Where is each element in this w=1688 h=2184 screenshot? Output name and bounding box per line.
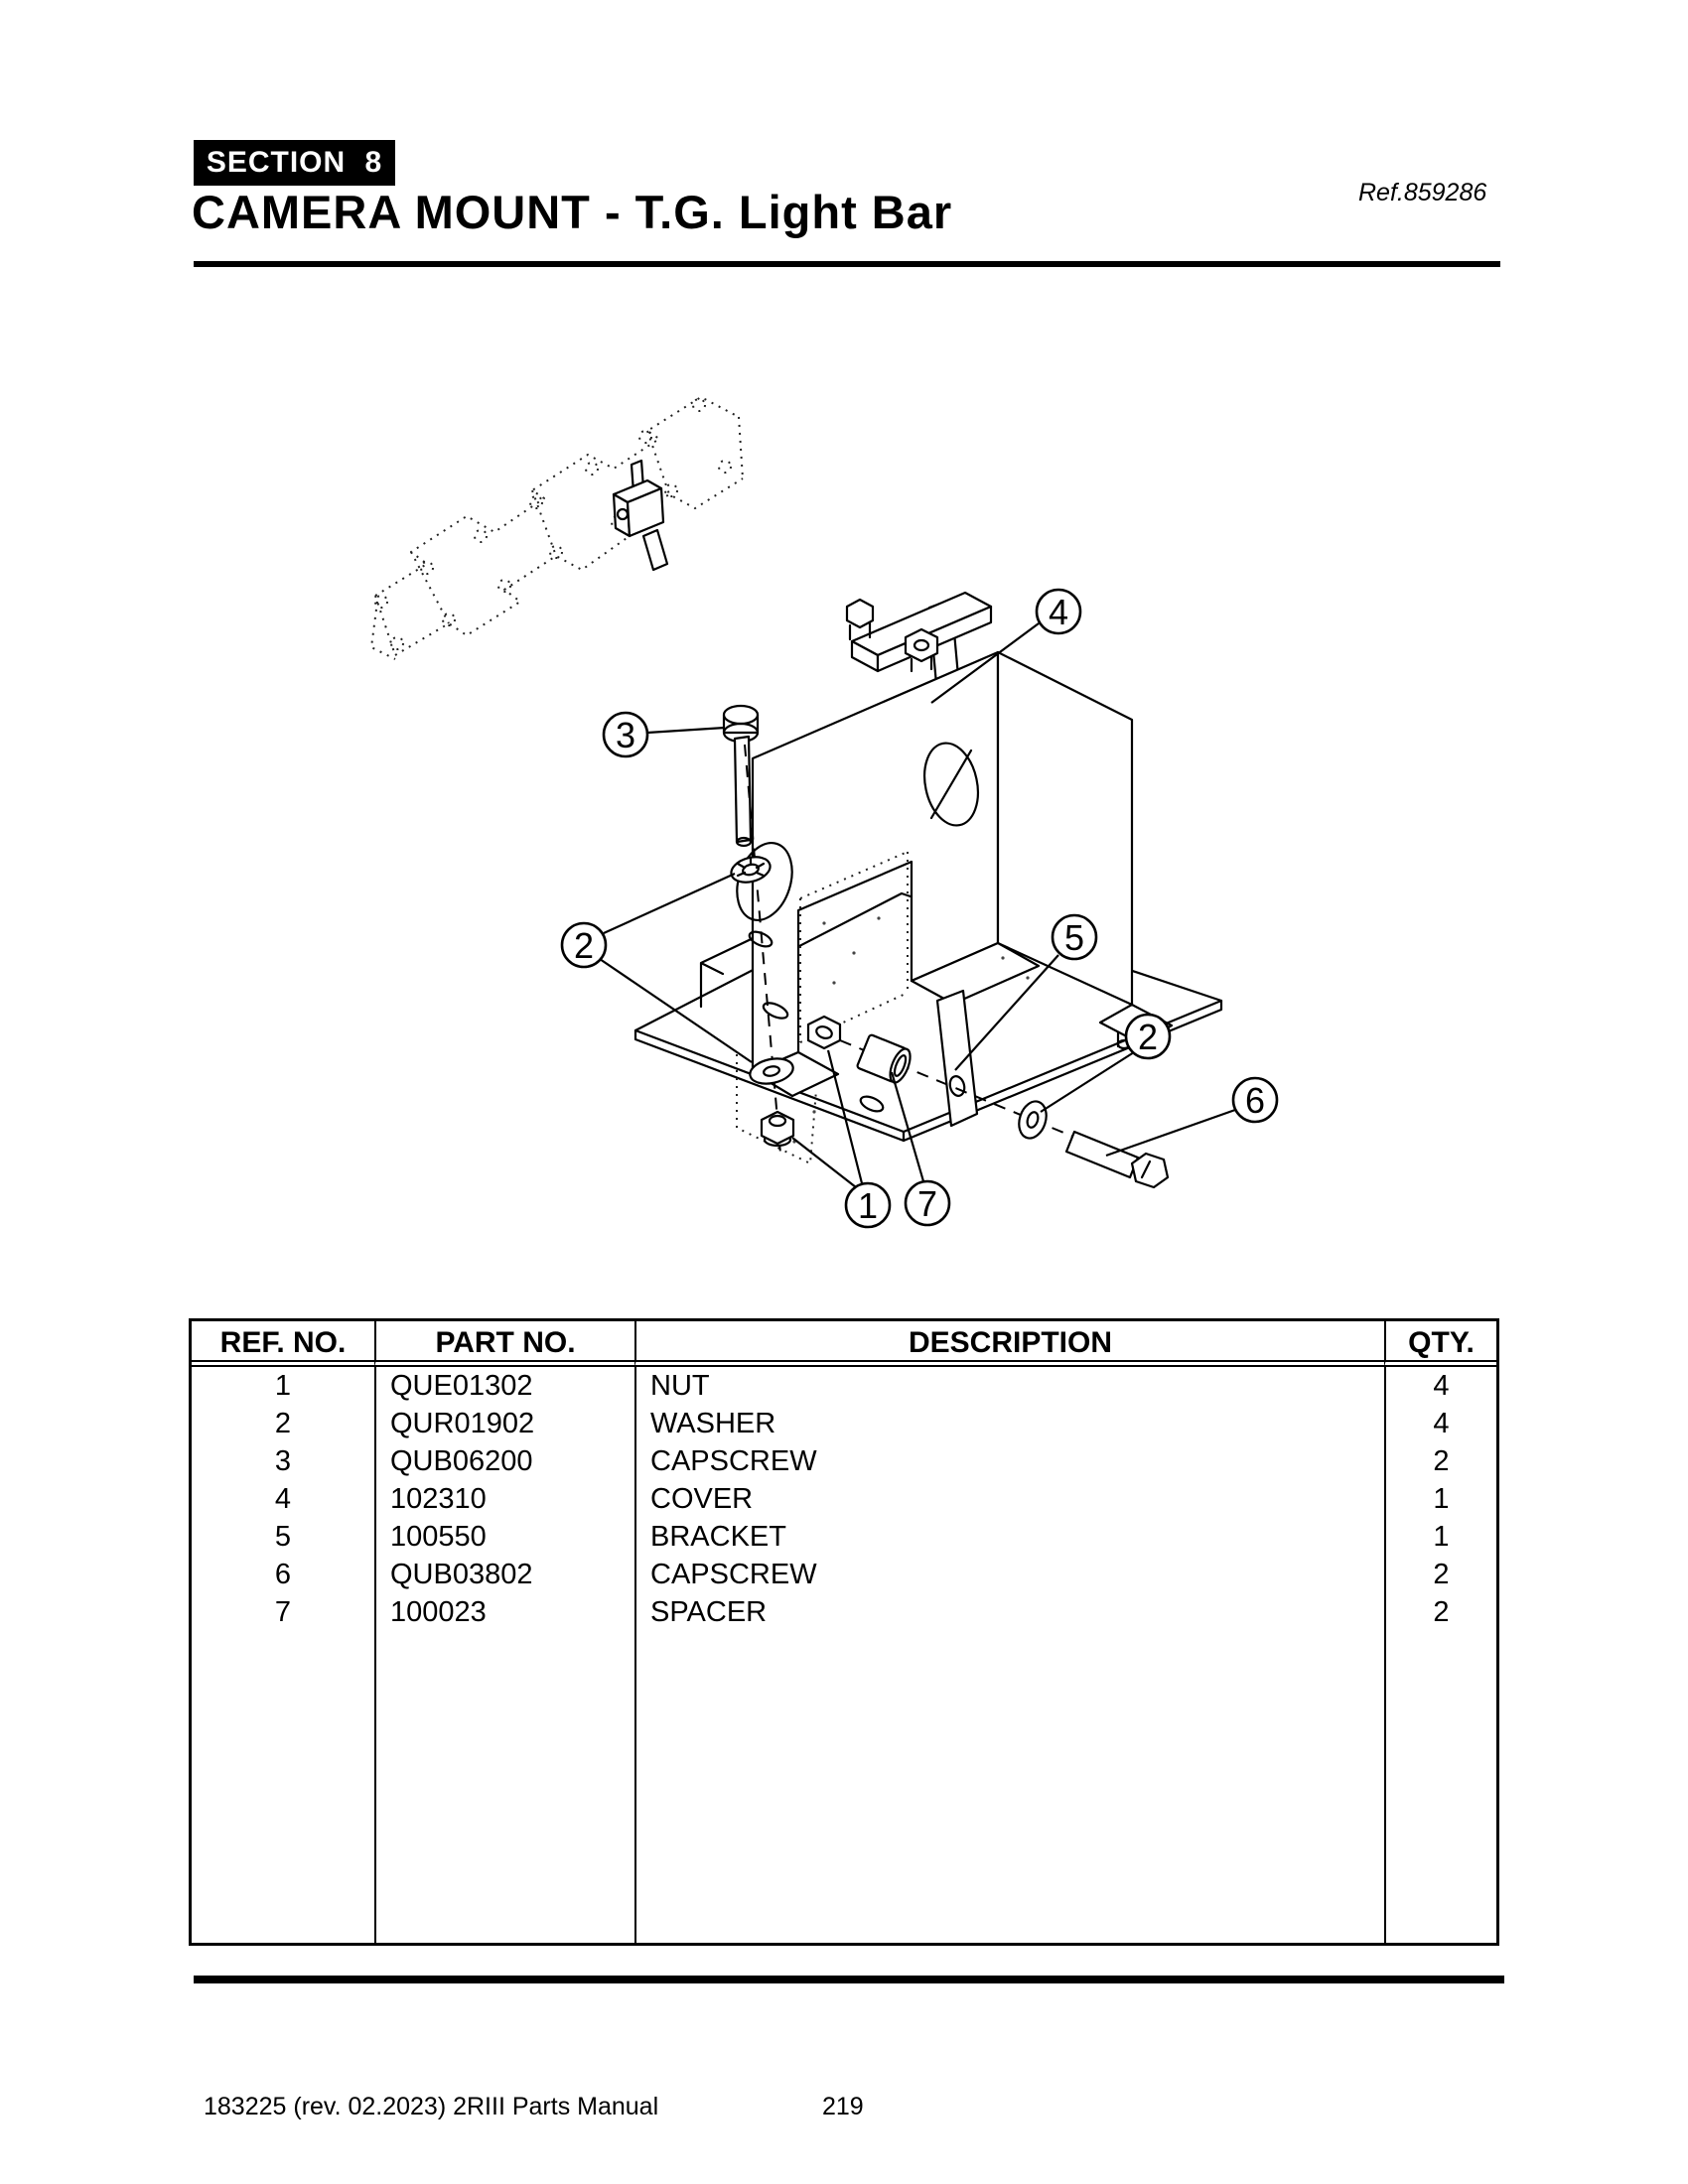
cell-desc: SPACER [634, 1593, 1384, 1631]
svg-text:2: 2 [573, 925, 595, 966]
cell-part: 102310 [374, 1480, 634, 1518]
cell-desc: WASHER [634, 1405, 1384, 1442]
cell-qty: 4 [1384, 1367, 1496, 1405]
mount-assembly [635, 593, 1221, 1187]
cell-qty: 1 [1384, 1480, 1496, 1518]
cell-qty: 4 [1384, 1405, 1496, 1442]
phantom-mount-box [614, 461, 667, 570]
washer-2-right [1015, 1098, 1051, 1142]
svg-text:3: 3 [615, 715, 636, 755]
callout-2-left [562, 923, 606, 967]
top-clamp [847, 593, 991, 671]
cell-part: QUB06200 [374, 1442, 634, 1480]
svg-text:2: 2 [1137, 1017, 1159, 1057]
svg-text:4: 4 [1048, 592, 1069, 632]
svg-text:6: 6 [1244, 1080, 1266, 1121]
cell-ref: 1 [274, 1370, 292, 1402]
cell-ref: 3 [274, 1445, 292, 1477]
footer-page-number: 219 [822, 2093, 864, 2120]
filler-cell [634, 1631, 1384, 1943]
cell-ref: 4 [274, 1483, 292, 1515]
clamp-nut [906, 629, 937, 671]
phantom-lightbar-frame [371, 397, 743, 659]
cell-qty: 2 [1384, 1556, 1496, 1593]
bottom-rule [194, 1976, 1504, 1983]
callout-7 [906, 1181, 949, 1225]
cell-part: 100550 [374, 1518, 634, 1556]
col-header-part: PART NO. [374, 1321, 634, 1367]
cell-part: QUB03802 [374, 1556, 634, 1593]
nut-1-upper [808, 1017, 840, 1048]
section-badge: SECTION 8 [194, 140, 395, 186]
col-header-desc: DESCRIPTION [634, 1321, 1384, 1367]
callout-5 [1053, 915, 1096, 959]
svg-text:5: 5 [1063, 917, 1085, 958]
callout-4 [1037, 590, 1080, 633]
cell-ref: 2 [274, 1408, 292, 1439]
cell-desc: CAPSCREW [634, 1442, 1384, 1480]
col-header-qty: QTY. [1384, 1321, 1496, 1367]
cell-qty: 2 [1384, 1593, 1496, 1631]
cell-desc: NUT [634, 1367, 1384, 1405]
svg-text:7: 7 [916, 1183, 938, 1224]
svg-text:1: 1 [857, 1185, 879, 1226]
ref-number: Ref.859286 [1358, 179, 1487, 206]
cell-part: 100023 [374, 1593, 634, 1631]
callout-3 [604, 713, 647, 756]
cell-ref: 7 [274, 1596, 292, 1628]
cell-qty: 2 [1384, 1442, 1496, 1480]
callout-6 [1233, 1078, 1277, 1122]
cell-desc: CAPSCREW [634, 1556, 1384, 1593]
clamp-bolt [847, 600, 873, 639]
page-title: CAMERA MOUNT - T.G. Light Bar [192, 186, 953, 238]
parts-table [189, 1318, 1499, 1946]
callout-1 [846, 1183, 890, 1227]
cell-desc: COVER [634, 1480, 1384, 1518]
cell-ref: 5 [274, 1521, 292, 1553]
cell-part: QUE01302 [374, 1367, 634, 1405]
filler-cell [192, 1631, 374, 1943]
cell-part: QUR01902 [374, 1405, 634, 1442]
filler-cell [1384, 1631, 1496, 1943]
footer-manual-info: 183225 (rev. 02.2023) 2RIII Parts Manual [204, 2093, 659, 2120]
cell-desc: BRACKET [634, 1518, 1384, 1556]
cell-qty: 1 [1384, 1518, 1496, 1556]
cell-ref: 6 [274, 1559, 292, 1590]
col-header-ref: REF. NO. [192, 1321, 374, 1367]
nut-1-bottom [762, 1112, 793, 1146]
filler-cell [374, 1631, 634, 1943]
callout-2-right [1126, 1015, 1170, 1058]
